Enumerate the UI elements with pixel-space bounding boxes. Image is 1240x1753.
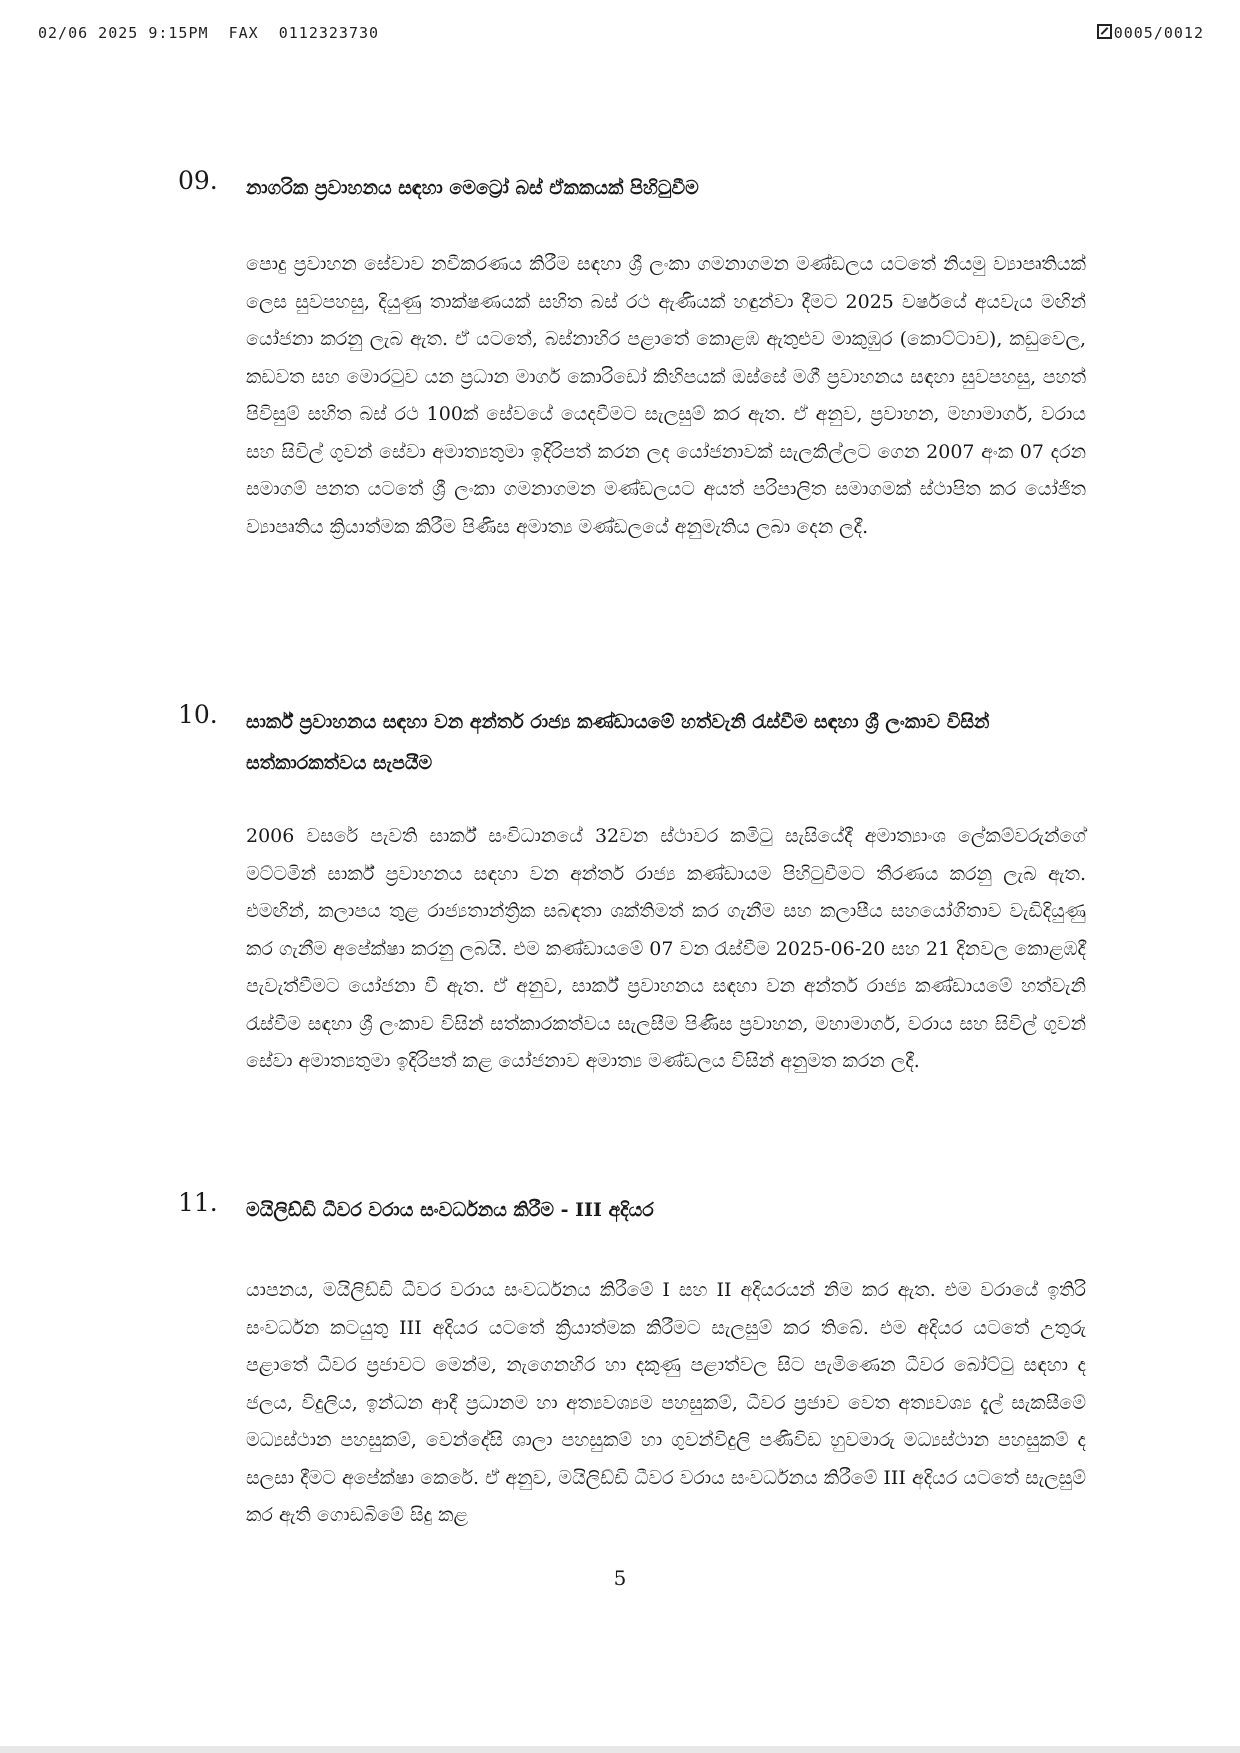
checkbox-icon [1097,24,1112,39]
section-title: සාර්ක් ප්‍රවාහනය සඳහා වන අන්තර් රාජ්‍ය කණ්ඩායමේ හත්වැනි රැස්වීම සඳහා ශ්‍රී ලංකාව විසින් සත්කාරකත්වය සැපයීම [246,711,990,774]
section-number: 10. [178,700,218,729]
page-number: 5 [613,1566,627,1590]
section-body: පොදු ප්‍රවාහන සේවාව නවීකරණය කිරීම සඳහා ශ්‍රී ලංකා ගමනාගමන මණ්ඩලය යටතේ නියමු ව්‍යාපෘතියක් ලෙස සුවපහසු, දියුණු තාක්ෂණයක් සහිත බස් රථ ඇණියක් හඳුන්වා දීමට 2025 වර්ෂයේ අයවැය මඟින් යෝජනා කරනු ලැබ ඇත. ඒ යටතේ, බස්නාහිර පළාතේ කොළඹ ඇතුළුව මාකුඹුර (කොට්ටාව), කඩුවෙල, කඩවත සහ මොරටුව යන ප්‍රධාන මාර්ග කොරිඩෝ කිහිපයක් ඔස්සේ මගී ප්‍රවාහනය සඳහා සුවපහසු, පහත් පිවිසුම් සහිත බස් රථ 100ක් සේවයේ යෙදවීමට සැලසුම් කර ඇත. ඒ අනුව, ප්‍රවාහන, මහාමාර්ග, වරාය සහ සිවිල් ගුවන් සේවා අමාත්‍යතුමා ඉදිරිපත් කරන ලද යෝජනාවක් සැලකිල්ලට ගෙන 2007 අංක 07 දරන සමාගම් පනත යටතේ ශ්‍රී ලංකා ගමනාගමන මණ්ඩලයට අයත් පරිපාලිත සමාගමක් ස්ථාපිත කර යෝජිත ව්‍යාපෘතිය ක්‍රියාත්මක කිරීම පිණිස අමාත්‍ය මණ්ඩලයේ අනුමැතිය ලබා දෙන ලදී. [246,253,1086,538]
fax-header [38,24,1204,46]
section-body: 2006 වසරේ පැවති සාර්ක් සංවිධානයේ 32වන ස්ථාවර කමිටු සැසියේදී අමාත්‍යාංශ ලේකම්වරුන්ගේ මට්ටමින් සාර්ක් ප්‍රවාහනය සඳහා වන අන්තර් රාජ්‍ය කණ්ඩායම පිහිටුවීමට තීරණය කරනු ලැබ ඇත. එමඟින්, කලාපය තුළ රාජ්‍යතාන්ත්‍රික සබඳතා ශක්තිමත් කර ගැනීම සහ කලාපීය සහයෝගිතාව වැඩිදියුණු කර ගැනීම අපේක්ෂා කරනු ලබයි. එම කණ්ඩායමේ 07 වන රැස්වීම 2025-06-20 සහ 21 දිනවල කොළඹදී පැවැත්වීමට යෝජනා වී ඇත. ඒ අනුව, සාර්ක් ප්‍රවාහනය සඳහා වන අන්තර් රාජ්‍ය කණ්ඩායමේ හත්වැනි රැස්වීම සඳහා ශ්‍රී ලංකාව විසින් සත්කාරකත්වය සැලසීම පිණිස ප්‍රවාහන, මහාමාර්ග, වරාය සහ සිවිල් ගුවන් සේවා අමාත්‍යතුමා ඉදිරිපත් කළ යෝජනාව අමාත්‍ය මණ්ඩලය විසින් අනුමත කරන ලදී. [246,825,1086,1072]
section-body: යාපනය, මයිලිඩ්ඩි ධීවර වරාය සංවර්ධනය කිරීමේ I සහ II අදියරයන් නිම කර ඇත. එම වරායේ ඉතිරි සංවර්ධන කටයුතු III අදියර යටතේ ක්‍රියාත්මක කිරීමට සැලසුම් කර තිබේ. එම අදියර යටතේ උතුරු පළාතේ ධීවර ප්‍රජාවට මෙන්ම, නැගෙනහිර හා දකුණු පළාත්වල සිට පැමිණෙන ධීවර බෝට්ටු සඳහා ද ජලය, විදුලිය, ඉන්ධන ආදී ප්‍රධානම හා අත්‍යවශ්‍යම පහසුකම්, ධීවර ප්‍රජාව වෙත අත්‍යවශ්‍ය දැල් සැකසීමේ මධ්‍යස්ථාන පහසුකම්, වෙන්දේසි ශාලා පහසුකම් හා ගුවන්විදුලි පණිවිඩ හුවමාරු මධ්‍යස්ථාන පහසුකම් ද සලසා දීමට අපේක්ෂා කෙරේ. ඒ අනුව, මයිලිඩ්ඩි ධීවර වරාය සංවර්ධනය කිරීමේ III අදියර යටතේ සැලසුම් කර ඇති ගොඩබිමේ සිදු කළ [246,1279,1086,1526]
section-title: මයිලිඩ්ඩි ධීවර වරාය සංවර්ධනය කිරීම - III අදියර [246,1199,654,1221]
section-number: 09. [178,166,218,195]
section-title: නාගරික ප්‍රවාහනය සඳහා මෙට්‍රෝ බස් ඒකකයක් පිහිටුවීම [246,177,699,199]
fax-page-count: 0005/0012 [1113,24,1204,42]
fax-page-counter [1097,24,1204,42]
fax-transmission-info: 02/06 2025 9:15PM FAX 0112323730 [38,24,380,42]
scan-edge [0,1746,1240,1753]
section-number: 11. [178,1188,218,1217]
